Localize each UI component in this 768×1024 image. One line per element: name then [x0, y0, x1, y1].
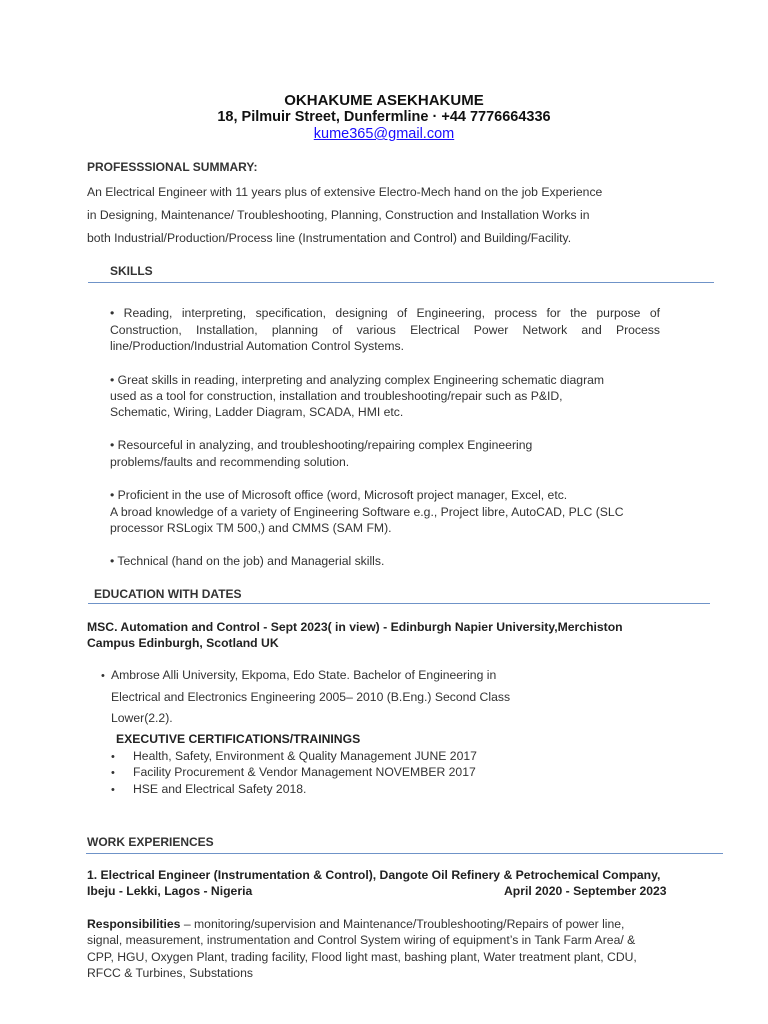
- work-divider: [86, 853, 723, 854]
- beng-line: Electrical and Electronics Engineering 2005– 2010 (B.Eng.) Second Class: [111, 689, 511, 704]
- skill-item: • Proficient in the use of Microsoft office (word, Microsoft project manager, Excel, etc.: [110, 488, 568, 502]
- skill-item-cont: Schematic, Wiring, Ladder Diagram, SCADA, HMI etc.: [110, 405, 404, 419]
- beng-line: Ambrose Alli University, Ekpoma, Edo State. Bachelor of Engineering in: [111, 668, 497, 682]
- responsibilities-line: signal, measurement, instrumentation and Control System wiring of equipment’s in Tank Farm Area/ &: [87, 933, 636, 947]
- job-title: 1. Electrical Engineer (Instrumentation & Control), Dangote Oil Refinery & Petrochemical Company,: [87, 868, 661, 882]
- skill-item-cont: used as a tool for construction, installation and troubleshooting/repair such as P&ID,: [110, 389, 563, 403]
- responsibilities-text: – monitoring/supervision and Maintenance/Troubleshooting/Repairs of power line,: [180, 917, 625, 931]
- skill-item: • Resourceful in analyzing, and troubleshooting/repairing complex Engineering: [110, 438, 533, 452]
- bullet-icon: •: [111, 751, 115, 763]
- beng-entry: [111, 665, 571, 730]
- skill-item: • Reading, interpreting, specification, designing of Engineering, process for the purpose of Construction, Installation, planning of various Electrical Power Network and Process line/Production/Industrial Automation Control Systems.: [110, 306, 660, 353]
- summary-line: both Industrial/Production/Process line (Instrumentation and Control) and Building/Facility.: [87, 231, 572, 245]
- skills-heading: SKILLS: [110, 264, 153, 278]
- skill-item-cont: A broad knowledge of a variety of Engineering Software e.g., Project libre, AutoCAD, PLC (SLC: [110, 505, 624, 519]
- summary-line: An Electrical Engineer with 11 years plus of extensive Electro-Mech hand on the job Experience: [87, 185, 603, 199]
- beng-line: Lower(2.2).: [111, 711, 173, 725]
- bullet-icon: •: [111, 767, 115, 779]
- candidate-name: OKHAKUME ASEKHAKUME: [284, 92, 484, 109]
- email-link[interactable]: kume365@gmail.com: [313, 126, 455, 142]
- responsibilities-line: [87, 917, 624, 931]
- summary-text: [87, 181, 707, 250]
- msc-entry-cont: Campus Edinburgh, Scotland UK: [87, 636, 279, 650]
- job-location: Ibeju - Lekki, Lagos - Nigeria: [87, 884, 253, 898]
- skill-item: • Great skills in reading, interpreting and analyzing complex Engineering schematic diagram: [110, 373, 605, 387]
- bullet-icon: •: [111, 784, 115, 796]
- summary-line: in Designing, Maintenance/ Troubleshooting, Planning, Construction and Installation Works in: [87, 208, 590, 222]
- cert-item: Health, Safety, Environment & Quality Management JUNE 2017: [133, 749, 477, 763]
- certifications-heading: EXECUTIVE CERTIFICATIONS/TRAININGS: [116, 732, 361, 746]
- cert-item: Facility Procurement & Vendor Management NOVEMBER 2017: [133, 765, 476, 779]
- responsibilities-label: Responsibilities: [87, 917, 181, 931]
- cert-item: HSE and Electrical Safety 2018.: [133, 782, 307, 796]
- education-divider: [88, 603, 710, 604]
- msc-entry: MSC. Automation and Control - Sept 2023( in view) - Edinburgh Napier University,Merchiston: [87, 620, 623, 634]
- bullet-icon: •: [101, 670, 105, 682]
- responsibilities-line: CPP, HGU, Oxygen Plant, trading facility, Flood light mast, bashing plant, Water treatment plant, CDU,: [87, 950, 637, 964]
- job-dates: April 2020 - September 2023: [504, 884, 667, 898]
- education-heading: EDUCATION WITH DATES: [94, 587, 242, 601]
- skill-item: • Technical (hand on the job) and Managerial skills.: [110, 554, 385, 568]
- responsibilities-line: RFCC & Turbines, Substations: [87, 966, 253, 980]
- address-phone: 18, Pilmuir Street, Dunfermline · +44 7776664336: [217, 109, 551, 125]
- summary-heading: PROFESSSIONAL SUMMARY:: [87, 160, 258, 174]
- skills-divider: [88, 282, 714, 283]
- work-heading: WORK EXPERIENCES: [87, 835, 214, 849]
- skill-item-cont: problems/faults and recommending solution.: [110, 455, 350, 469]
- skill-item-cont: processor RSLogix TM 500,) and CMMS (SAM FM).: [110, 521, 392, 535]
